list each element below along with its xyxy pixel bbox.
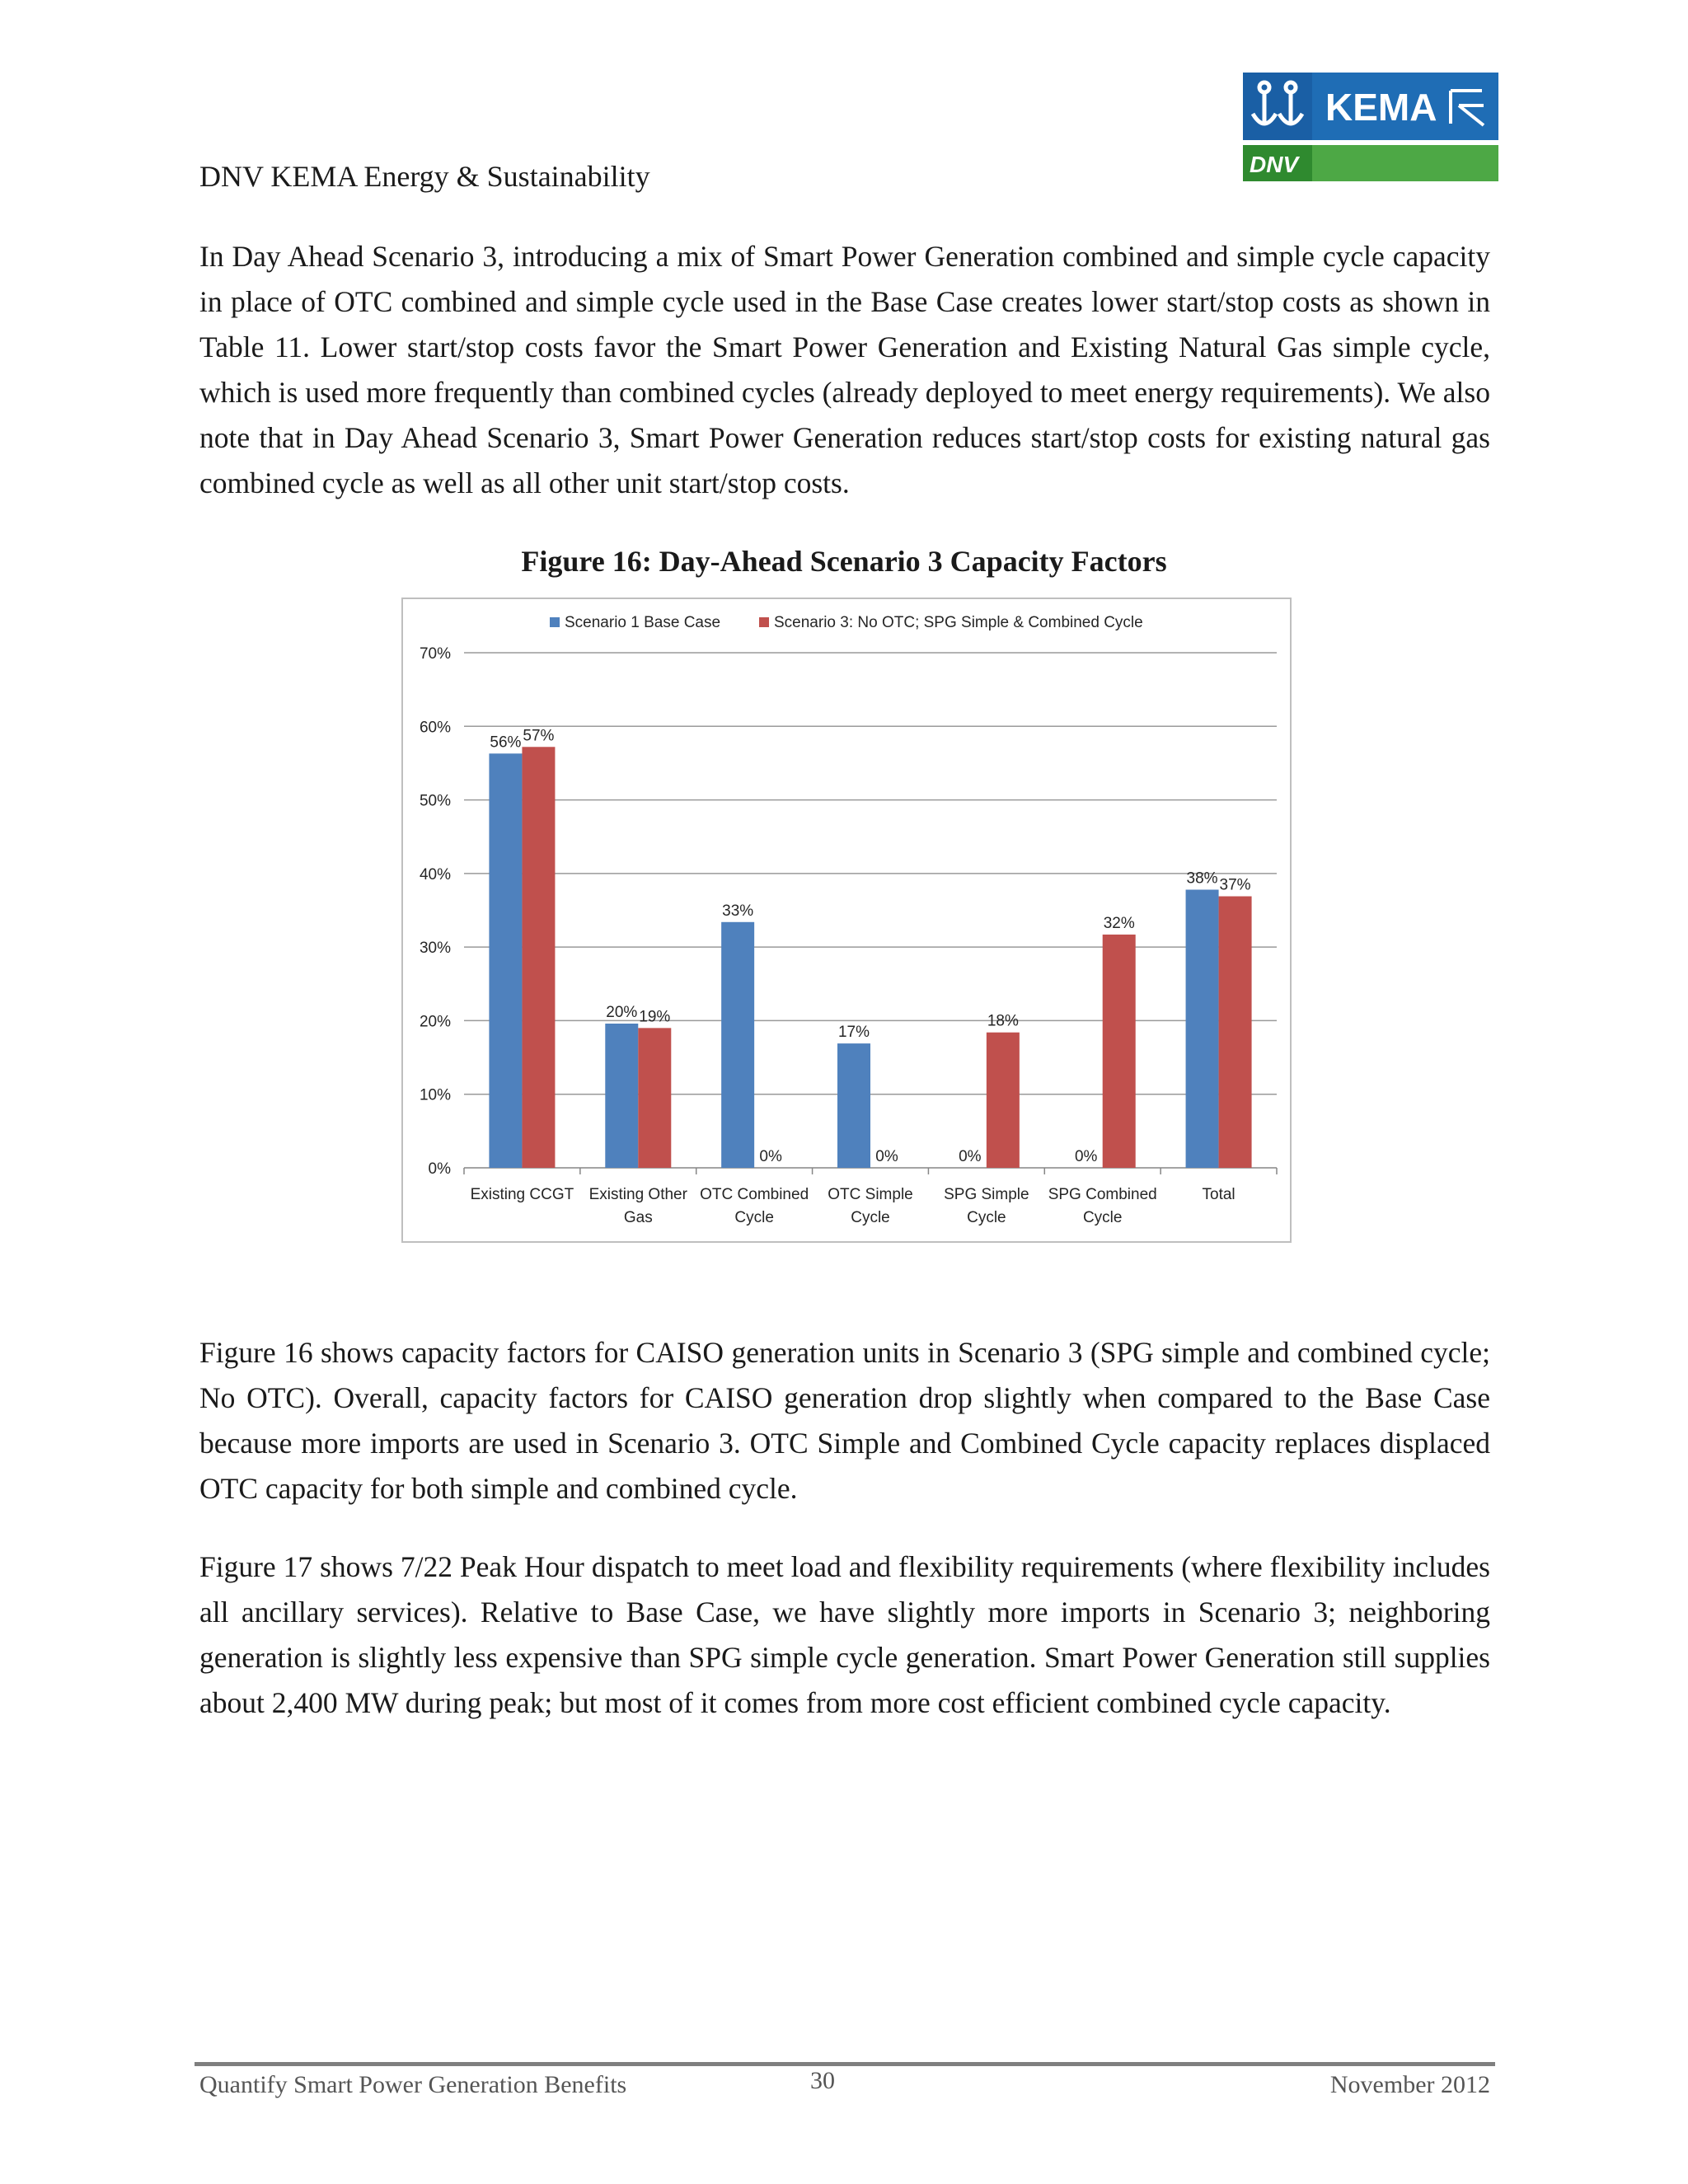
page-number: 30 <box>810 2067 835 2094</box>
footer-report-title: Quantify Smart Power Generation Benefits <box>199 2071 627 2098</box>
organization-name: DNV KEMA Energy & Sustainability <box>199 160 650 193</box>
bar <box>837 1043 870 1168</box>
data-label: 38% <box>1186 869 1218 888</box>
bar <box>638 1028 671 1168</box>
data-label: 20% <box>606 1004 638 1021</box>
bar <box>1103 935 1136 1168</box>
data-label: 19% <box>639 1008 671 1026</box>
x-category-label: SPG Simple Cycle <box>944 1186 1029 1226</box>
data-label: 17% <box>837 1024 870 1042</box>
bar <box>605 1024 638 1168</box>
data-label: 56% <box>490 733 522 752</box>
legend-swatch <box>550 617 560 627</box>
y-tick-label: 60% <box>419 719 451 737</box>
x-category-label: Existing CCGT <box>470 1186 574 1203</box>
y-tick-label: 40% <box>419 865 451 883</box>
figure-title: Figure 16: Day-Ahead Scenario 3 Capacity Factors <box>521 545 1167 578</box>
footer-date: November 2012 <box>1329 2071 1490 2098</box>
kema-dnv-logo <box>1243 73 1498 181</box>
legend-swatch <box>759 617 769 627</box>
bar <box>1186 890 1219 1169</box>
data-label: 0% <box>959 1148 982 1165</box>
y-tick-label: 50% <box>419 792 451 810</box>
logo-sub-text: DNV <box>1250 152 1299 177</box>
footer-divider <box>195 2062 1495 2066</box>
legend-label: Scenario 1 Base Case <box>565 614 721 631</box>
data-label: 0% <box>759 1148 782 1165</box>
bar-chart <box>401 598 1292 1243</box>
bar <box>489 753 522 1168</box>
bar <box>1219 897 1252 1168</box>
x-category-label: Total <box>1202 1186 1236 1203</box>
x-category-label: SPG Combined Cycle <box>1048 1186 1157 1226</box>
y-tick-label: 70% <box>419 645 451 663</box>
paragraph-1: In Day Ahead Scenario 3, introducing a mix of Smart Power Generation combined and simple cycle capacity in place of OTC combined and simple cycle used in the Base Case creates lower start/stop costs as shown in Table 11. Lower start/stop costs favor the Smart Power Generation and Existing Natural Gas simple cycle, which is used more frequently than combined cycles (already deployed to meet energy requirements). We also note that in Day Ahead Scenario 3, Smart Power Generation reduces start/stop costs for existing natural gas combined cycle as well as all other unit start/stop costs. <box>199 240 1490 499</box>
data-label: 37% <box>1219 876 1251 894</box>
paragraph-3: Figure 17 shows 7/22 Peak Hour dispatch to meet load and flexibility requirements (where flexibility includes all ancillary services). Relative to Base Case, we have slightly more imports in Scenario 3; neighboring generation is slightly less expensive than SPG simple cycle generation. Smart Power Generation still supplies about 2,400 MW during peak; but most of it comes from more cost efficient combined cycle capacity. <box>199 1550 1490 1719</box>
y-tick-label: 30% <box>419 940 451 958</box>
y-tick-label: 0% <box>428 1160 451 1178</box>
bar <box>522 747 555 1168</box>
x-category-label: OTC Simple Cycle <box>828 1186 913 1226</box>
logo-main-text: KEMA <box>1325 86 1437 129</box>
data-label: 0% <box>1074 1148 1098 1165</box>
x-category-label: OTC Combined Cycle <box>700 1186 809 1226</box>
y-tick-label: 20% <box>419 1013 451 1031</box>
data-label: 18% <box>987 1012 1019 1030</box>
bar <box>721 922 754 1168</box>
data-label: 57% <box>523 727 555 745</box>
x-category-label: Existing Other Gas <box>588 1186 687 1226</box>
data-label: 32% <box>1103 914 1135 932</box>
y-tick-label: 10% <box>419 1086 451 1104</box>
data-label: 0% <box>875 1148 898 1165</box>
data-label: 33% <box>722 902 754 920</box>
paragraph-2: Figure 16 shows capacity factors for CAISO generation units in Scenario 3 (SPG simple and combined cycle; No OTC). Overall, capacity factors for CAISO generation drop slightly when compared to the Base Case because more imports are used in Scenario 3. OTC Simple and Combined Cycle capacity replaces displaced OTC capacity for both simple and combined cycle. <box>199 1336 1490 1505</box>
bar <box>987 1033 1020 1168</box>
legend-label: Scenario 3: No OTC; SPG Simple & Combined Cycle <box>774 614 1143 631</box>
